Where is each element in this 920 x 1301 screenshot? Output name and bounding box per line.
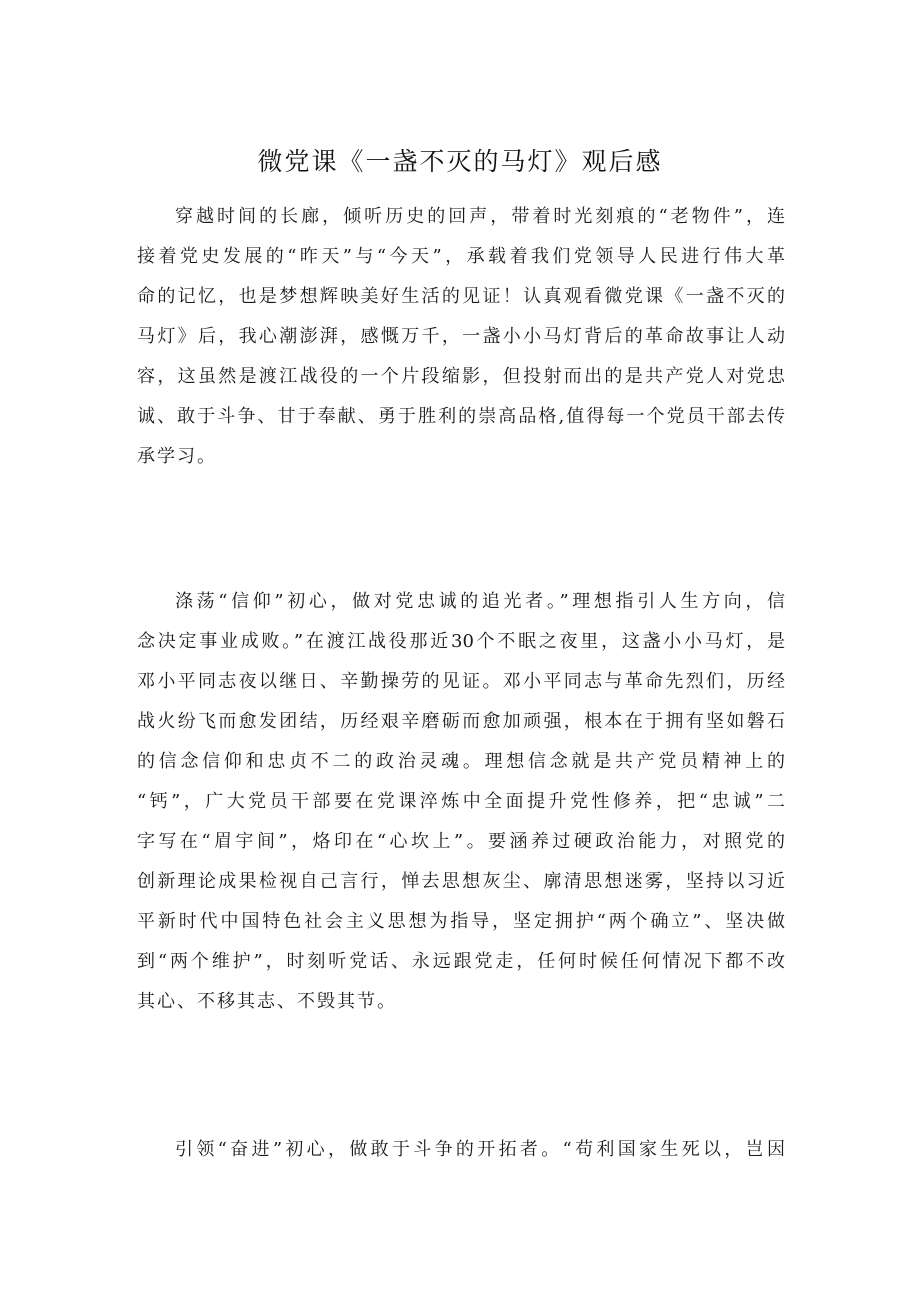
text-line: “钙”，广大党员干部要在党课淬炼中全面提升党性修养，把“忠诚”二 <box>137 791 785 812</box>
text-line: 到“两个维护”，时刻听党话、永远跟党走，任何时候任何情况下都不改 <box>137 951 785 972</box>
text-line: 引领“奋进”初心，做敢于斗争的开拓者。“苟利国家生死以，岂因 <box>175 1139 785 1160</box>
text-line: 字写在“眉宇间”，烙印在“心坎上”。要涵养过硬政治能力，对照党的 <box>137 831 785 852</box>
text-line: 涤荡“信仰”初心，做对党忠诚的追光者。”理想指引人生方向，信 <box>175 591 785 612</box>
text-line: 接着党史发展的“昨天”与“今天”，承载着我们党领导人民进行伟大革 <box>137 246 785 267</box>
text-line: 穿越时间的长廊，倾听历史的回声，带着时光刻痕的“老物件”，连 <box>175 206 785 227</box>
text-line: 承学习。 <box>137 446 217 467</box>
text-line: 念决定事业成败。”在渡江战役那近30个不眠之夜里，这盏小小马灯，是 <box>137 631 785 652</box>
text-line: 创新理论成果检视自己言行，惮去思想灰尘、廓清思想迷雾，坚持以习近 <box>137 871 785 892</box>
paragraph-3 <box>137 1130 785 1170</box>
text-line: 命的记忆，也是梦想辉映美好生活的见证！认真观看微党课《一盏不灭的 <box>137 286 785 307</box>
text-line: 其心、不移其志、不毁其节。 <box>137 991 397 1012</box>
text-line: 诚、敢于斗争、甘于奉献、勇于胜利的崇高品格,值得每一个党员干部去传 <box>137 406 785 427</box>
paragraph-1 <box>137 197 785 477</box>
text-line: 容，这虽然是渡江战役的一个片段缩影，但投射而出的是共产党人对党忠 <box>137 366 785 387</box>
text-line: 平新时代中国特色社会主义思想为指导，坚定拥护“两个确立”、坚决做 <box>137 911 785 932</box>
paragraph-2 <box>137 582 785 1022</box>
text-line: 的信念信仰和忠贞不二的政治灵魂。理想信念就是共产党员精神上的 <box>137 751 785 772</box>
document-title: 微党课《一盏不灭的马灯》观后感 <box>257 147 663 176</box>
text-line: 邓小平同志夜以继日、辛勤操劳的见证。邓小平同志与革命先烈们，历经 <box>137 671 785 692</box>
text-line: 马灯》后，我心潮澎湃，感慨万千，一盏小小马灯背后的革命故事让人动 <box>137 326 785 347</box>
text-line: 战火纷飞而愈发团结，历经艰辛磨砺而愈加顽强，根本在于拥有坚如磐石 <box>137 711 785 732</box>
